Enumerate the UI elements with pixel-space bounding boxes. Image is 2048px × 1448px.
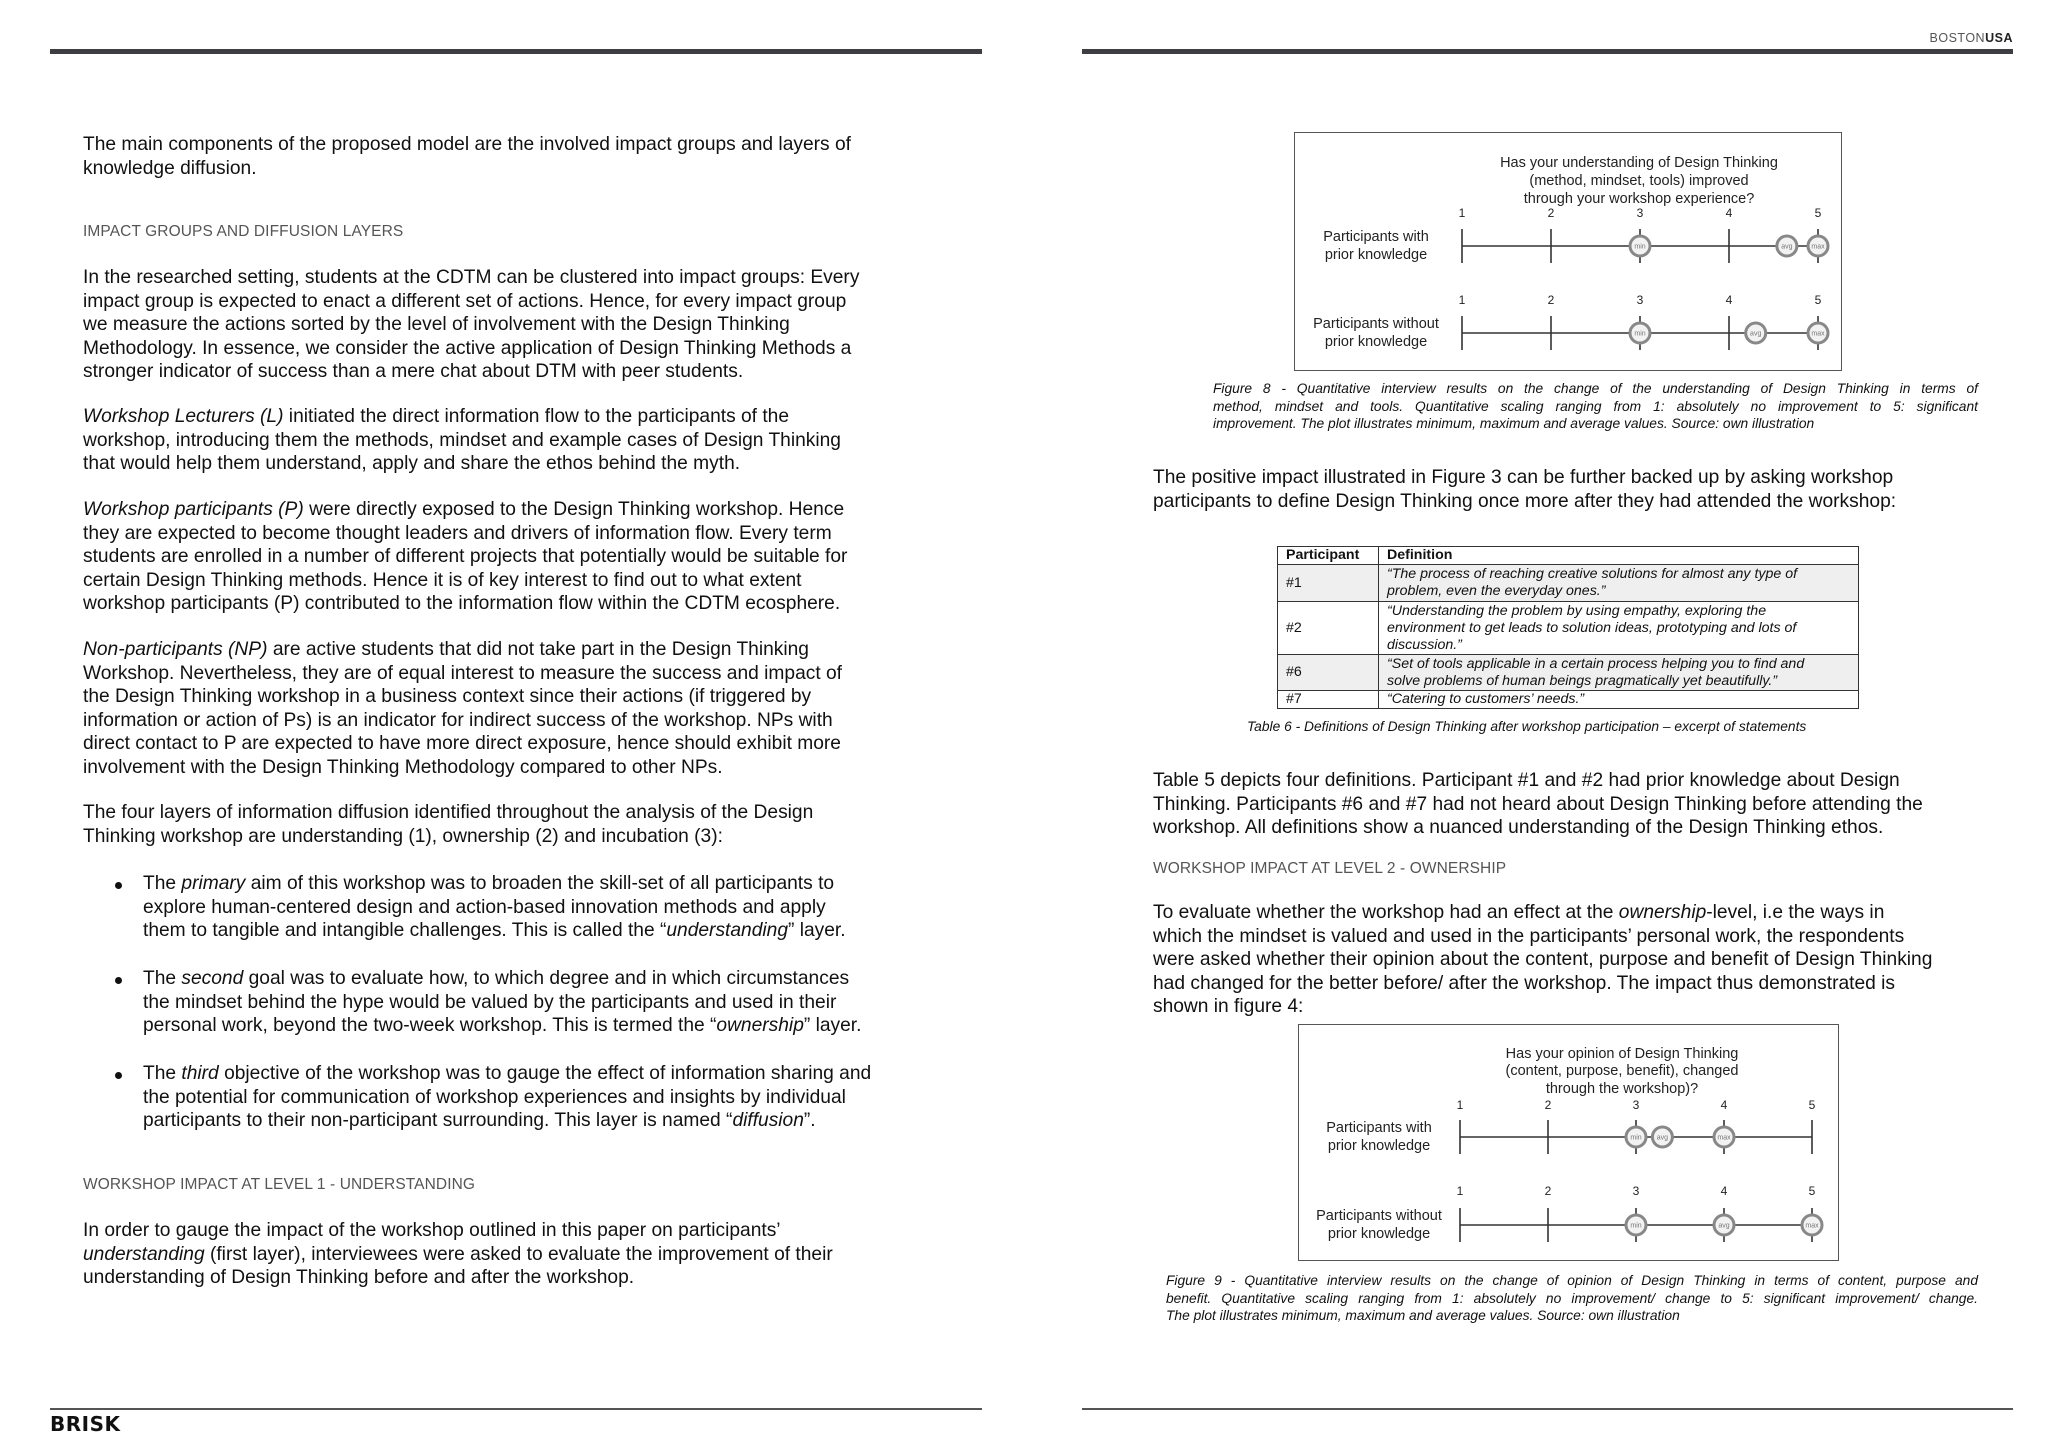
text-line: improvement. The plot illustrates minimum, maximum and average values. Source: own illustration xyxy=(1213,416,1815,431)
participant-cell: #2 xyxy=(1278,602,1379,655)
tick-label: 5 xyxy=(1814,293,1822,307)
text-line: Thinking. Participants #6 and #7 had not heard about Design Thinking before attending the xyxy=(1153,793,1923,815)
row-label: prior knowledge xyxy=(1327,1138,1431,1154)
marker-label-avg: avg xyxy=(1750,330,1762,338)
tick-label: 3 xyxy=(1636,293,1644,307)
marker-label-max: max xyxy=(1717,1134,1731,1142)
text: -level, i.e the ways in xyxy=(1706,902,1885,923)
tick-label: 5 xyxy=(1808,1098,1816,1112)
tick-label: 3 xyxy=(1632,1184,1640,1198)
table-row xyxy=(1278,565,1859,602)
section-heading: WORKSHOP IMPACT AT LEVEL 2 - OWNERSHIP xyxy=(1153,860,1507,877)
tick-label: 1 xyxy=(1456,1184,1464,1198)
text-line: impact group is expected to enact a different set of actions. Hence, for every impact group xyxy=(83,290,847,312)
row-label: Participants with xyxy=(1326,1120,1432,1136)
table5-paragraph xyxy=(1153,769,1923,840)
positive-impact-paragraph xyxy=(1153,466,1896,513)
row-label: Participants without xyxy=(1316,1208,1442,1224)
text-line: had changed for the better before/ after the workshop. The impact thus demonstrated is xyxy=(1153,972,1895,994)
italic-text: ownership xyxy=(716,1015,804,1036)
chart-title-line: through your workshop experience? xyxy=(1523,191,1755,207)
marker-label-max: max xyxy=(1811,330,1825,338)
italic-text: Workshop Lecturers (L) xyxy=(83,406,284,427)
text-line: Table 5 depicts four definitions. Participant #1 and #2 had prior knowledge about Design xyxy=(1153,770,1900,791)
text: were directly exposed to the Design Thinking workshop. Hence xyxy=(303,499,845,520)
text-line xyxy=(143,967,861,991)
text: goal was to evaluate how, to which degree and in which circumstances xyxy=(243,968,850,989)
column-header-definition: Definition xyxy=(1379,547,1859,565)
tick-label: 3 xyxy=(1632,1098,1640,1112)
text: (first layer), interviewees were asked to evaluate the improvement of their xyxy=(204,1243,833,1265)
text-line: benefit. Quantitative scaling ranging from 1: absolutely no improvement/ change to 5: significant improvement/ change. xyxy=(1166,1290,1978,1306)
text-line: explore human-centered design and action-based innovation methods and apply xyxy=(143,896,826,918)
italic-text: diffusion xyxy=(732,1110,804,1131)
marker-label-avg: avg xyxy=(1781,243,1793,251)
text-line: workshop, introducing them the methods, mindset and example cases of Design Thinking xyxy=(83,429,841,451)
marker-label-avg: avg xyxy=(1718,1222,1730,1230)
tick-label: 4 xyxy=(1720,1184,1728,1198)
tick-label: 5 xyxy=(1808,1184,1816,1198)
table-header-row xyxy=(1278,547,1859,565)
tick-label: 2 xyxy=(1544,1184,1552,1198)
bullet-item-ownership xyxy=(143,967,861,1038)
marker-label-max: max xyxy=(1805,1222,1819,1230)
figure-8-caption xyxy=(1213,380,1978,433)
bullet-icon xyxy=(115,977,122,984)
footer-brand-logo: BRISK xyxy=(50,1412,121,1436)
nonparticipants-paragraph xyxy=(83,638,842,779)
section-heading: IMPACT GROUPS AND DIFFUSION LAYERS xyxy=(83,223,404,240)
participant-cell: #6 xyxy=(1278,655,1379,691)
table-row xyxy=(1278,691,1859,709)
text: initiated the direct information flow to the participants of the xyxy=(283,406,790,427)
text: them to tangible and intangible challenges. This is called the “ xyxy=(143,920,667,941)
text-line: “The process of reaching creative solutions for almost any type of xyxy=(1387,566,1798,582)
figure-8-chart xyxy=(1294,132,1842,371)
participant-cell: #1 xyxy=(1278,565,1379,602)
layers-paragraph xyxy=(83,801,813,848)
text: objective of the workshop was to gauge the effect of information sharing and xyxy=(218,1063,872,1084)
text-line: The main components of the proposed model are the involved impact groups and layers of xyxy=(83,134,851,155)
text-line xyxy=(143,872,846,896)
italic-text: understanding xyxy=(83,1243,205,1265)
tick-label: 2 xyxy=(1544,1098,1552,1112)
text-line xyxy=(143,919,846,943)
text-line: direct contact to P are expected to have more direct exposure, hence should exhibit more xyxy=(83,733,841,754)
figure-9-caption xyxy=(1166,1272,1978,1325)
text-line: the mindset behind the hype would be valued by the participants and used in their xyxy=(143,991,837,1013)
text: To evaluate whether the workshop had an effect at the xyxy=(1153,902,1619,923)
table-row xyxy=(1278,602,1859,655)
chart-title-line: through the workshop)? xyxy=(1545,1081,1699,1097)
row-label: prior knowledge xyxy=(1324,247,1428,263)
italic-text: primary xyxy=(181,873,246,894)
italic-text: understanding xyxy=(666,920,788,941)
text-line: were asked whether their opinion about the content, purpose and benefit of Design Thinking xyxy=(1153,949,1933,970)
participants-paragraph xyxy=(83,498,847,616)
row-label: prior knowledge xyxy=(1327,1226,1431,1242)
tick-label: 2 xyxy=(1547,293,1555,307)
chart-title-line: Has your understanding of Design Thinking xyxy=(1500,155,1778,171)
text-line xyxy=(143,1062,871,1086)
text-line: participants to define Design Thinking once more after they had attended the workshop: xyxy=(1153,490,1897,512)
bullet-item-understanding xyxy=(143,872,846,943)
marker-label-min: min xyxy=(1630,1134,1642,1142)
text-line: “Set of tools applicable in a certain process helping you to find and xyxy=(1387,655,1805,672)
chart-title-line: (method, mindset, tools) improved xyxy=(1529,173,1749,189)
text: The xyxy=(143,968,182,989)
lecturers-paragraph xyxy=(83,405,841,476)
marker-label-avg: avg xyxy=(1656,1134,1669,1142)
figure-9-chart xyxy=(1298,1024,1839,1261)
text-line: which the mindset is valued and used in the participants’ personal work, the respondents xyxy=(1153,925,1905,947)
brand-bold: USA xyxy=(1985,31,2013,45)
text-line: understanding of Design Thinking before and after the workshop. xyxy=(83,1267,635,1288)
text-line: Methodology. In essence, we consider the active application of Design Thinking Methods a xyxy=(83,337,852,359)
text-line: Figure 8 - Quantitative interview results on the change of the understanding of Design Thinking in terms of xyxy=(1213,381,1978,396)
text-line xyxy=(83,405,841,429)
text-line: certain Design Thinking methods. Hence it is of key interest to find out to what extent xyxy=(83,569,802,591)
text-line: involvement with the Design Thinking Methodology compared to other NPs. xyxy=(83,756,723,778)
section-heading: WORKSHOP IMPACT AT LEVEL 1 - UNDERSTANDING xyxy=(83,1176,476,1193)
text-line xyxy=(143,1109,871,1133)
bullet-item-diffusion xyxy=(143,1062,871,1133)
table-row xyxy=(1278,655,1859,691)
text-line: method, mindset and tools. Quantitative scaling ranging from 1: absolutely no improvement to 5: significant xyxy=(1213,398,1978,414)
text-line: Thinking workshop are understanding (1), ownership (2) and incubation (3): xyxy=(83,825,723,847)
tick-label: 1 xyxy=(1458,293,1466,307)
intro-paragraph xyxy=(83,133,851,180)
bullet-icon xyxy=(115,1072,122,1079)
definitions-table xyxy=(1277,546,1859,709)
definition-cell xyxy=(1379,602,1859,655)
text: ” layer. xyxy=(803,1015,862,1036)
row-label: prior knowledge xyxy=(1324,334,1428,350)
footer-rule-left xyxy=(50,1408,982,1410)
text-line: that would help them understand, apply and share the ethos behind the myth. xyxy=(83,453,741,474)
tick-label: 1 xyxy=(1458,206,1466,220)
text-line: information or action of Ps) is an indicator for indirect success of the workshop. NPs with xyxy=(83,709,833,731)
header-rule-left xyxy=(50,49,982,54)
italic-text: third xyxy=(181,1063,219,1084)
tick-label: 5 xyxy=(1814,206,1822,220)
text: personal work, beyond the two-week workshop. This is termed the “ xyxy=(143,1015,717,1036)
text-line: workshop. All definitions show a nuanced understanding of the Design Thinking ethos. xyxy=(1153,817,1884,838)
text: The xyxy=(143,1063,182,1084)
text-line: In order to gauge the impact of the workshop outlined in this paper on participants’ xyxy=(83,1220,781,1241)
text-line: The positive impact illustrated in Figure 3 can be further backed up by asking workshop xyxy=(1153,467,1894,488)
text-line: In the researched setting, students at the CDTM can be clustered into impact groups: Every xyxy=(83,267,860,288)
italic-text: second xyxy=(181,968,244,989)
tick-label: 3 xyxy=(1636,206,1644,220)
text-line: solve problems of human beings pragmatically yet beautifully.” xyxy=(1387,672,1778,689)
tick-label: 2 xyxy=(1547,206,1555,220)
participant-cell: #7 xyxy=(1278,691,1379,709)
text-line xyxy=(143,1014,861,1038)
italic-text: ownership xyxy=(1618,902,1707,923)
text-line: Figure 9 - Quantitative interview results on the change of opinion of Design Thinking in terms of content, purpose and xyxy=(1166,1273,1978,1288)
text: aim of this workshop was to broaden the skill-set of all participants to xyxy=(245,873,835,894)
text-line: “Catering to customers’ needs.” xyxy=(1387,691,1585,707)
definition-cell xyxy=(1379,655,1859,691)
definition-cell xyxy=(1379,565,1859,602)
text-line xyxy=(83,1243,833,1267)
text-line xyxy=(1153,901,1932,925)
text: are active students that did not take part in the Design Thinking xyxy=(267,639,809,660)
italic-text: Workshop participants (P) xyxy=(83,499,304,520)
text-line: discussion.” xyxy=(1387,636,1462,653)
text-line: The four layers of information diffusion identified throughout the analysis of the Design xyxy=(83,802,814,823)
understanding-paragraph xyxy=(83,1219,833,1290)
marker-label-min: min xyxy=(1634,243,1646,251)
text-line xyxy=(83,638,842,662)
ownership-paragraph xyxy=(1153,901,1932,1019)
text: participants to their non-participant surrounding. This layer is named “ xyxy=(143,1110,733,1131)
bullet-icon xyxy=(115,882,122,889)
definition-cell xyxy=(1379,691,1859,709)
impact-groups-paragraph xyxy=(83,266,859,384)
tick-label: 4 xyxy=(1725,293,1733,307)
chart-svg xyxy=(1299,1025,1838,1260)
tick-label: 4 xyxy=(1725,206,1733,220)
text-line: they are expected to become thought leaders and drivers of information flow. Every term xyxy=(83,522,832,544)
text-line: The plot illustrates minimum, maximum and average values. Source: own illustration xyxy=(1166,1308,1680,1323)
text: ”. xyxy=(803,1110,816,1131)
table-6-caption: Table 6 - Definitions of Design Thinking after workshop participation – excerpt of statements xyxy=(1247,719,1807,734)
text-line: Workshop. Nevertheless, they are of equal interest to measure the success and impact of xyxy=(83,662,843,684)
header-rule-right xyxy=(1082,49,2013,54)
text-line: problem, even the everyday ones.” xyxy=(1387,583,1606,599)
chart-title-line: Has your opinion of Design Thinking xyxy=(1505,1046,1739,1062)
header-brand xyxy=(1930,31,2013,45)
text-line: workshop participants (P) contributed to the information flow within the CDTM ecosphere. xyxy=(83,593,841,614)
italic-text: Non-participants (NP) xyxy=(83,639,268,660)
footer-rule-right xyxy=(1082,1408,2013,1410)
text-line: “Understanding the problem by using empathy, exploring the xyxy=(1387,602,1767,619)
chart-svg xyxy=(1295,133,1841,370)
column-header-participant: Participant xyxy=(1278,547,1379,565)
tick-label: 1 xyxy=(1456,1098,1464,1112)
text-line xyxy=(83,498,847,522)
brand-light: BOSTON xyxy=(1929,31,1986,45)
text-line: knowledge diffusion. xyxy=(83,157,257,179)
text-line: shown in figure 4: xyxy=(1153,996,1304,1017)
chart-title-line: (content, purpose, benefit), changed xyxy=(1505,1063,1739,1079)
text-line: environment to get leads to solution ideas, prototyping and lots of xyxy=(1387,619,1797,636)
text-line: stronger indicator of success than a mere chat about DTM with peer students. xyxy=(83,361,744,382)
text-line: students are enrolled in a number of different projects that potentially would be suitable for xyxy=(83,546,848,567)
row-label: Participants with xyxy=(1323,229,1429,245)
text: ” layer. xyxy=(788,920,846,941)
marker-label-min: min xyxy=(1634,330,1646,338)
text-line: we measure the actions sorted by the level of involvement with the Design Thinking xyxy=(83,314,790,335)
text: The xyxy=(143,873,182,894)
tick-label: 4 xyxy=(1720,1098,1728,1112)
text-line: the Design Thinking workshop in a business context since their actions (if triggered by xyxy=(83,686,812,707)
marker-label-min: min xyxy=(1630,1222,1642,1230)
marker-label-max: max xyxy=(1811,243,1825,251)
row-label: Participants without xyxy=(1313,316,1439,332)
text-line: the potential for communication of workshop experiences and insights by individual xyxy=(143,1086,846,1108)
